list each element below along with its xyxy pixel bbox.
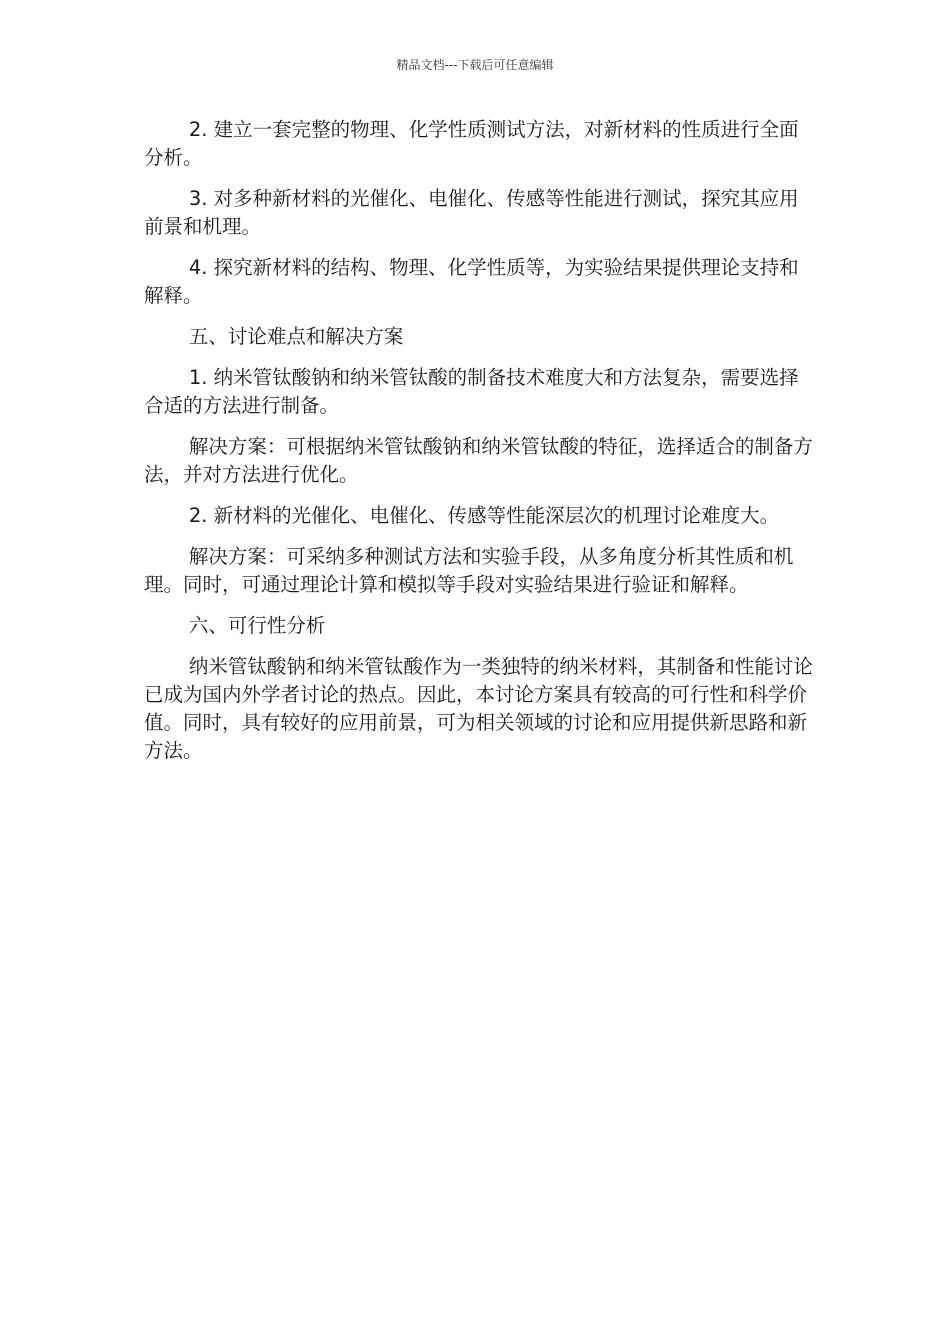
- paragraph-difficulty-1: 1. 纳米管钛酸钠和纳米管钛酸的制备技术难度大和方法复杂，需要选择合适的方法进行制备。: [144, 366, 799, 417]
- paragraph-difficulty-2: 2. 新材料的光催化、电催化、传感等性能深层次的机理讨论难度大。: [188, 504, 780, 527]
- paragraph-test-methods: 2. 建立一套完整的物理、化学性质测试方法，对新材料的性质进行全面分析。: [144, 118, 799, 169]
- paragraph-performance-tests: 3. 对多种新材料的光催化、电催化、传感等性能进行测试，探究其应用前景和机理。: [144, 187, 799, 238]
- document-body: [144, 116, 814, 778]
- section-heading-feasibility: 六、可行性分析: [188, 614, 326, 637]
- paragraph-solution-1: 解决方案：可根据纳米管钛酸钠和纳米管钛酸的特征，选择适合的制备方法，并对方法进行优化。: [144, 435, 813, 486]
- paragraph-structure-study: 4. 探究新材料的结构、物理、化学性质等，为实验结果提供理论支持和解释。: [144, 256, 799, 307]
- page-header: 精品文档---下载后可任意编辑: [396, 58, 554, 72]
- paragraph-solution-2: 解决方案：可采纳多种测试方法和实验手段，从多角度分析其性质和机理。同时，可通过理论计算和模拟等手段对实验结果进行验证和解释。: [144, 545, 794, 596]
- paragraph-feasibility: 纳米管钛酸钠和纳米管钛酸作为一类独特的纳米材料，其制备和性能讨论已成为国内外学者讨论的热点。因此，本讨论方案具有较高的可行性和科学价值。同时，具有较好的应用前景，可为相关领域的讨论和应用提供新思路和新方法。: [144, 655, 813, 762]
- section-heading-difficulties: 五、讨论难点和解决方案: [188, 325, 404, 348]
